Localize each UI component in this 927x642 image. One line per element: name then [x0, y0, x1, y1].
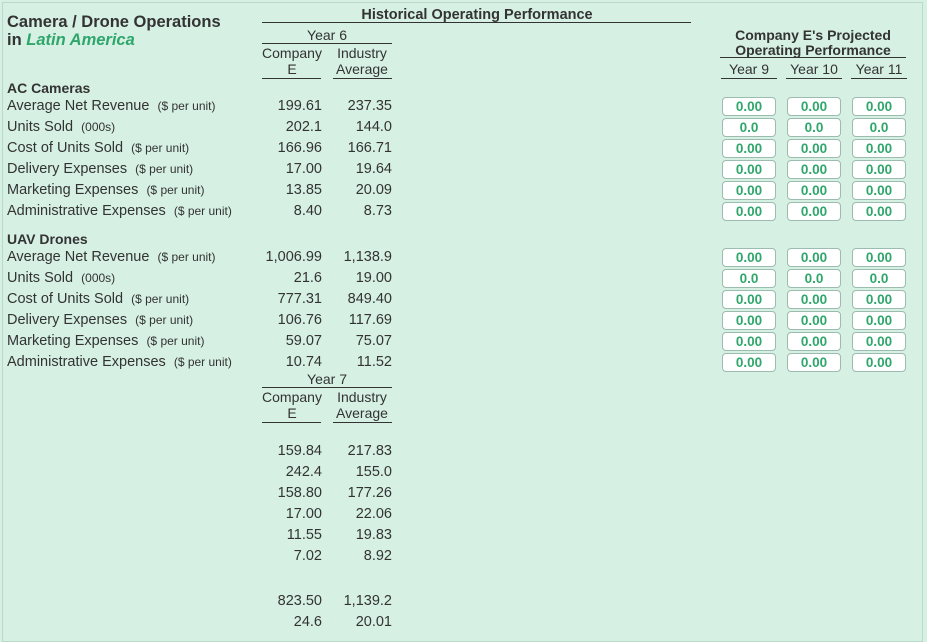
row-label-text: Cost of Units Sold [7, 291, 124, 307]
year6-company-value: 199.61 [277, 98, 322, 114]
proj-year9-input[interactable]: 0.00 [722, 160, 776, 179]
row-label-text: Units Sold [7, 119, 74, 135]
year7-company-value: 7.02 [293, 548, 322, 564]
proj-year11-input[interactable]: 0.0 [852, 269, 906, 288]
row-label-text: Average Net Revenue [7, 98, 150, 114]
year6-company-value: 59.07 [285, 333, 322, 349]
row-label-text: Marketing Expenses [7, 182, 139, 198]
proj-year9-input[interactable]: 0.00 [722, 353, 776, 372]
proj-year10-input[interactable]: 0.00 [787, 311, 841, 330]
proj-year9-label: Year 9 [729, 61, 769, 77]
year7-company-value: 159.84 [277, 443, 322, 459]
col-industry: Industry [337, 389, 387, 405]
row-label-text: Units Sold [7, 270, 74, 286]
year7-industry-value: 22.06 [355, 506, 392, 522]
proj-year9-input[interactable]: 0.00 [722, 139, 776, 158]
row-label-text: Delivery Expenses [7, 312, 128, 328]
row-unit: ($ per unit) [173, 204, 232, 218]
proj-year11-input[interactable]: 0.00 [852, 248, 906, 267]
row-label-text: Delivery Expenses [7, 161, 128, 177]
year6-company-value: 166.96 [277, 140, 322, 156]
year6-industry-header [332, 45, 392, 77]
projected-underline [720, 57, 906, 58]
proj-year11-input[interactable]: 0.00 [852, 353, 906, 372]
year7-industry-value: 19.83 [355, 527, 392, 543]
year7-company-value: 11.55 [286, 527, 322, 543]
page-title [7, 13, 221, 49]
year6-industry-value: 19.64 [355, 161, 392, 177]
year6-industry-value: 19.00 [355, 270, 392, 286]
row-label [7, 119, 115, 135]
year6-company-value: 13.85 [285, 182, 322, 198]
row-unit: ($ per unit) [135, 162, 194, 176]
row-label [7, 203, 232, 219]
year6-industry-value: 75.07 [355, 333, 392, 349]
year7-industry-value: 1,139.2 [343, 593, 392, 609]
proj-year10-input[interactable]: 0.00 [787, 202, 841, 221]
year7-company-value: 823.50 [277, 593, 322, 609]
year6-company-value: 202.1 [285, 119, 322, 135]
col-company: Company [262, 389, 322, 405]
row-unit: ($ per unit) [157, 250, 216, 264]
proj-year10-input[interactable]: 0.0 [787, 269, 841, 288]
row-label [7, 98, 216, 114]
proj-year10-input[interactable]: 0.00 [787, 248, 841, 267]
title-in: in [7, 31, 22, 49]
proj-year11-input[interactable]: 0.00 [852, 181, 906, 200]
proj-year9-input[interactable]: 0.00 [722, 311, 776, 330]
year6-label: Year 6 [307, 27, 347, 43]
proj-year11-input[interactable]: 0.00 [852, 290, 906, 309]
section-uav-drones: UAV Drones [7, 231, 88, 247]
year6-company-value: 21.6 [293, 270, 322, 286]
year7-industry-header [332, 389, 392, 421]
year7-industry-value: 217.83 [347, 443, 392, 459]
year7-label: Year 7 [307, 371, 347, 387]
proj-year9-input[interactable]: 0.00 [722, 181, 776, 200]
proj-year10-input[interactable]: 0.00 [787, 181, 841, 200]
year6-company-value: 10.74 [285, 354, 322, 370]
title-line1: Camera / Drone Operations [7, 13, 221, 31]
year7-company-header [262, 389, 322, 421]
row-label [7, 161, 193, 177]
industry-col-underline [333, 78, 392, 79]
year6-company-value: 1,006.99 [265, 249, 322, 265]
row-unit: (000s) [81, 120, 116, 134]
year6-company-value: 8.40 [293, 203, 322, 219]
proj-year9-input[interactable]: 0.0 [722, 118, 776, 137]
row-label [7, 182, 204, 198]
proj-year11-input[interactable]: 0.0 [852, 118, 906, 137]
proj-year10-input[interactable]: 0.00 [787, 139, 841, 158]
proj-year10-input[interactable]: 0.00 [787, 290, 841, 309]
historical-title: Historical Operating Performance [361, 7, 593, 23]
year7-company-value: 17.00 [285, 506, 322, 522]
proj-year10-input[interactable]: 0.00 [787, 97, 841, 116]
col-industry: Industry [337, 45, 387, 61]
proj-year9-input[interactable]: 0.00 [722, 332, 776, 351]
col-average: Average [336, 405, 388, 421]
row-label [7, 249, 216, 265]
year6-industry-value: 166.71 [347, 140, 392, 156]
year6-industry-value: 20.09 [355, 182, 392, 198]
year7-company-col-underline [262, 422, 321, 423]
company-col-underline [262, 78, 321, 79]
row-unit: ($ per unit) [157, 99, 216, 113]
year7-company-value: 158.80 [277, 485, 322, 501]
proj-year9-input[interactable]: 0.00 [722, 97, 776, 116]
row-label [7, 291, 189, 307]
col-company-letter: E [287, 61, 297, 77]
proj-year11-underline [851, 78, 907, 79]
historical-underline [262, 22, 691, 23]
year6-industry-value: 1,138.9 [343, 249, 392, 265]
year6-industry-value: 8.73 [363, 203, 392, 219]
year6-company-header [262, 45, 322, 77]
year7-industry-value: 155.0 [355, 464, 392, 480]
row-label-text: Administrative Expenses [7, 203, 166, 219]
proj-year9-input[interactable]: 0.00 [722, 248, 776, 267]
col-company-letter: E [287, 405, 297, 421]
proj-year11-input[interactable]: 0.00 [852, 311, 906, 330]
proj-year9-input[interactable]: 0.0 [722, 269, 776, 288]
proj-year9-input[interactable]: 0.00 [722, 290, 776, 309]
year7-industry-value: 177.26 [347, 485, 392, 501]
year6-company-value: 106.76 [277, 312, 322, 328]
year6-industry-value: 237.35 [347, 98, 392, 114]
year7-industry-value: 20.01 [355, 614, 392, 630]
row-label-text: Cost of Units Sold [7, 140, 124, 156]
row-unit: ($ per unit) [131, 141, 190, 155]
row-label [7, 333, 204, 349]
year7-industry-col-underline [333, 422, 392, 423]
row-label-text: Administrative Expenses [7, 354, 166, 370]
year7-company-value: 242.4 [285, 464, 322, 480]
projected-title-line2: Operating Performance [735, 42, 891, 58]
proj-year10-underline [786, 78, 842, 79]
proj-year10-input[interactable]: 0.00 [787, 160, 841, 179]
col-company: Company [262, 45, 322, 61]
proj-year9-input[interactable]: 0.00 [722, 202, 776, 221]
col-average: Average [336, 61, 388, 77]
row-unit: ($ per unit) [146, 183, 205, 197]
year6-underline [262, 43, 392, 44]
proj-year10-label: Year 10 [790, 61, 838, 77]
proj-year11-input[interactable]: 0.00 [852, 160, 906, 179]
proj-year10-input[interactable]: 0.0 [787, 118, 841, 137]
proj-year11-label: Year 11 [855, 61, 903, 77]
proj-year10-input[interactable]: 0.00 [787, 332, 841, 351]
proj-year11-input[interactable]: 0.00 [852, 332, 906, 351]
row-label [7, 354, 232, 370]
row-label-text: Average Net Revenue [7, 249, 150, 265]
year6-industry-value: 117.69 [348, 312, 392, 328]
row-label [7, 312, 193, 328]
row-unit: ($ per unit) [131, 292, 190, 306]
row-label [7, 270, 115, 286]
section-ac-cameras: AC Cameras [7, 80, 91, 96]
title-line2 [7, 31, 221, 49]
row-unit: ($ per unit) [135, 313, 194, 327]
proj-year11-input[interactable]: 0.00 [852, 202, 906, 221]
row-label-text: Marketing Expenses [7, 333, 139, 349]
proj-year10-input[interactable]: 0.00 [787, 353, 841, 372]
proj-year11-input[interactable]: 0.00 [852, 139, 906, 158]
year6-industry-value: 144.0 [355, 119, 392, 135]
year6-company-value: 17.00 [285, 161, 322, 177]
row-unit: (000s) [81, 271, 116, 285]
row-unit: ($ per unit) [173, 355, 232, 369]
projected-title [718, 28, 908, 58]
year7-underline [262, 387, 392, 388]
year6-industry-value: 849.40 [347, 291, 392, 307]
year7-company-value: 24.6 [293, 614, 322, 630]
year7-industry-value: 8.92 [363, 548, 392, 564]
proj-year11-input[interactable]: 0.00 [852, 97, 906, 116]
year6-company-value: 777.31 [277, 291, 322, 307]
region-name: Latin America [26, 31, 135, 49]
projected-title-line1: Company E's Projected [735, 27, 891, 43]
proj-year9-underline [721, 78, 777, 79]
row-unit: ($ per unit) [146, 334, 205, 348]
row-label [7, 140, 189, 156]
year6-industry-value: 11.52 [356, 354, 392, 370]
